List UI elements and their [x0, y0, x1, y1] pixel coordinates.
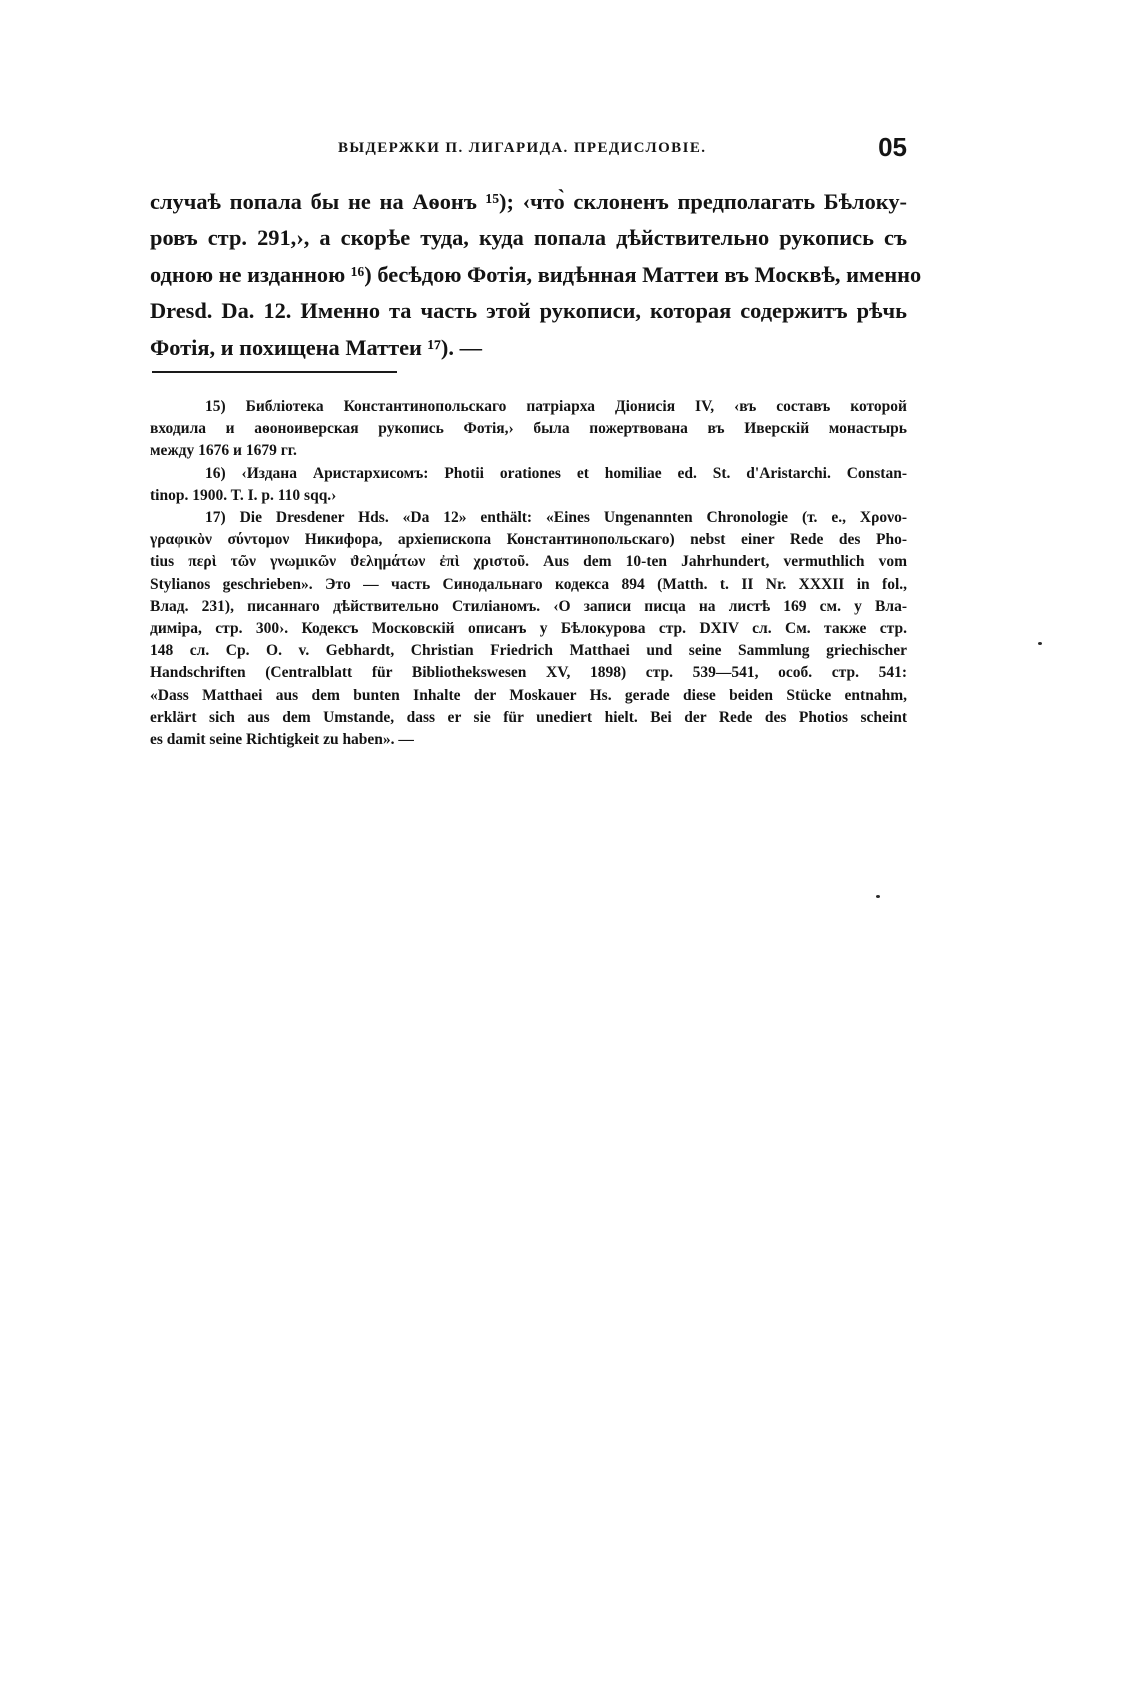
footnotes	[150, 396, 907, 751]
footnote-17-line: es damit seine Richtigkeit zu haben». —	[150, 731, 414, 749]
scan-speck	[1038, 642, 1042, 645]
footnote-15-line: между 1676 и 1679 гг.	[150, 442, 297, 460]
footnote-15-line: входила и аѳоноиверская рукопись Фотія,› была пожертвована въ Иверскій монастырь	[150, 420, 907, 438]
body-line: ровъ стр. 291,›, а скорѣе туда, куда попала дѣйствительно рукопись съ	[150, 225, 907, 251]
footnote-17-line: «Dass Matthaei aus dem bunten Inhalte der Moskauer Hs. gerade diese beiden Stücke entnahm,	[150, 686, 907, 704]
footnote-17-line: 17) Die Dresdener Hds. «Da 12» enthält: «Eines Ungenannten Chronologie (т. е., Χρονο-	[205, 509, 907, 527]
footnote-17-line: 148 сл. Ср. O. v. Gebhardt, Christian Friedrich Matthaei und seine Sammlung griechischer	[150, 642, 907, 660]
footnote-17-line: Влад. 231), писаннаго дѣйствительно Стиліаномъ. ‹О записи писца на листѣ 169 см. у Вла-	[150, 597, 907, 615]
body-line: Dresd. Da. 12. Именно та часть этой рукописи, которая содержитъ рѣчь	[150, 298, 907, 324]
body-line: Фотія, и похищена Маттеи ¹⁷). —	[150, 334, 482, 360]
scan-speck	[876, 895, 880, 898]
page-number: 05	[878, 132, 907, 162]
footnote-17-line: γραφικὸν σύντομον Никифора, архіепископа Константинопольскаго) nebst einer Rede des Pho-	[150, 531, 907, 549]
main-paragraph	[150, 184, 922, 366]
footnote-separator-rule	[152, 371, 397, 373]
footnote-17-line: tius περὶ τῶν γνωμικῶν ϑελημάτων ἐπὶ χριστοῦ. Aus dem 10-ten Jahrhundert, vermuthlich vom	[150, 553, 907, 571]
body-line: случаѣ попала бы не на Аѳонъ ¹⁵); ‹что̀ склоненъ предполагать Бѣлоку-	[150, 189, 907, 214]
footnote-17-line: erklärt sich aus dem Umstande, dass er sie für unediert hielt. Bei der Rede des Photios scheint	[150, 708, 907, 726]
footnote-17-line: Stylianos geschrieben». Это — часть Синодальнаго кодекса 894 (Matth. t. II Nr. XXXII in fol.,	[150, 575, 907, 593]
footnote-17-line: диміра, стр. 300›. Кодексъ Московскій описанъ у Бѣлокурова стр. DXIV сл. См. также стр.	[150, 620, 907, 638]
body-line: одною не изданною ¹⁶) бесѣдою Фотія, видѣнная Маттеи въ Москвѣ, именно	[150, 261, 922, 287]
footnote-17-line: Handschriften (Centralblatt für Bibliothekswesen XV, 1898) стр. 539—541, особ. стр. 541:	[150, 664, 907, 682]
running-title: ВЫДЕРЖКИ П. ЛИГАРИДА. ПРЕДИСЛОВІЕ.	[338, 140, 707, 156]
running-head	[150, 132, 907, 172]
footnote-16-line: tinop. 1900. T. I. p. 110 sqq.›	[150, 486, 337, 504]
footnote-15-line: 15) Библіотека Константинопольскаго патріарха Діонисія IV, ‹въ составъ которой	[205, 398, 907, 415]
footnote-16-line: 16) ‹Издана Аристархисомъ: Photii orationes et homiliae ed. St. d'Aristarchi. Constan-	[205, 464, 907, 482]
